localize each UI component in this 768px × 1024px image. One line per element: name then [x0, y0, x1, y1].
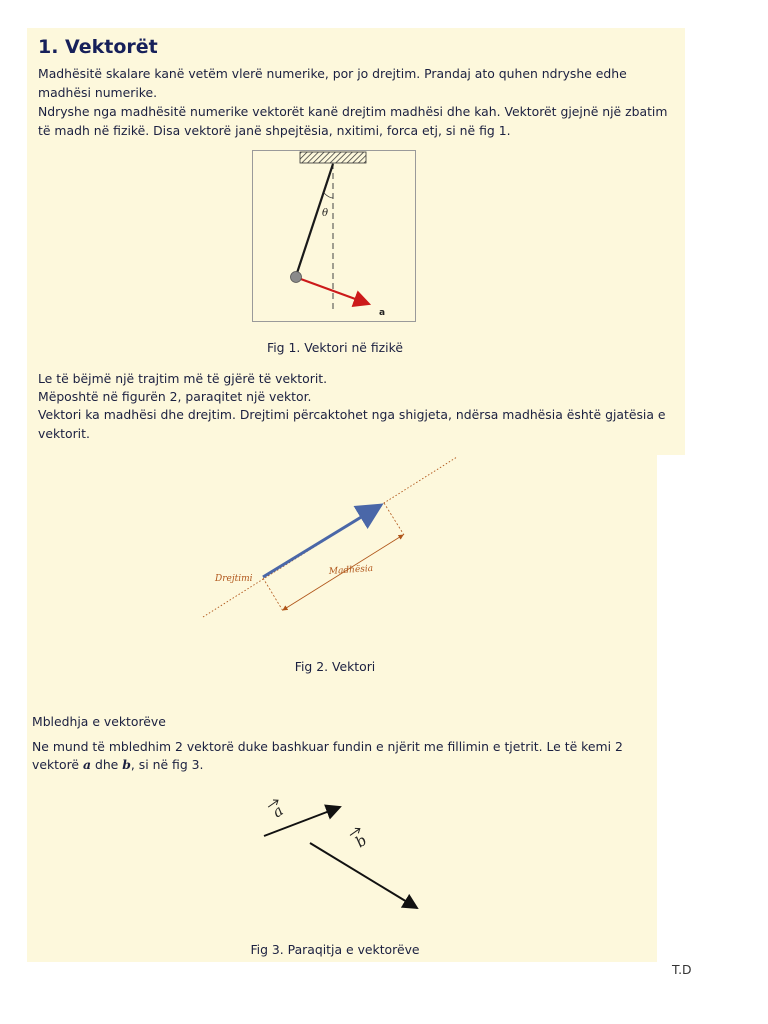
theta-label: θ	[322, 208, 329, 219]
vectors-ab-figure	[250, 790, 430, 915]
paragraph-definition: Vektori ka madhësi dhe drejtim. Drejtimi përcaktohet nga shigjeta, ndërsa madhësia është gjatësia e vektorit.	[38, 407, 666, 441]
pendulum-figure	[252, 150, 416, 322]
paragraph-addition: Ne mund të mbledhim 2 vektorë duke bashkuar fundin e njërit me fillimin e tjetrit. Le të kemi 2	[32, 739, 623, 754]
ceiling-support	[300, 152, 366, 163]
paragraph-intro: Le të bëjmë një trajtim më të gjërë të vektorit.	[38, 371, 328, 386]
vector-b-symbol: b	[122, 757, 131, 772]
figure-caption-3: Fig 3. Paraqitja e vektorëve	[250, 942, 420, 957]
section-heading: Mbledhja e vektorëve	[32, 714, 166, 729]
figure-caption-1: Fig 1. Vektori në fizikë	[267, 340, 403, 355]
figure-frame	[253, 151, 416, 322]
vector-diagram	[195, 455, 465, 625]
figure-caption-2: Fig 2. Vektori	[294, 659, 376, 674]
magnitude-label: Madhësia	[328, 563, 374, 577]
vector-a-symbol: a	[82, 757, 91, 772]
vectors-and: dhe	[94, 757, 119, 772]
vector-b-label: b	[351, 831, 371, 852]
direction-label: Drejtimi	[215, 574, 253, 584]
acceleration-vector	[298, 278, 369, 304]
vector-a-label-group	[266, 798, 288, 822]
paragraph-vectors: Ndryshe nga madhësitë numerike vektorët kanë drejtim madhësi dhe kah. Vektorët gjejnë një zbatim të madh në fizikë. Disa vektorë janë shpejtësia, nxitimi, forca etj, si në fig 1.	[38, 104, 668, 138]
magnitude-extension-end	[384, 503, 404, 535]
author-initials: T.D	[672, 962, 692, 977]
vectors-prefix: vektorë	[32, 757, 80, 772]
vector-b-label-group	[348, 826, 371, 852]
paragraph-vectors-ab	[32, 756, 672, 775]
vector-a-label: a	[268, 801, 287, 822]
page-title: 1. Vektorët	[38, 36, 158, 58]
vector-b-arrow	[310, 843, 417, 908]
paragraph-figure-ref: Mëposhtë në figurën 2, paraqitet një vektor.	[38, 389, 312, 404]
pendulum-string	[296, 164, 333, 276]
angle-arc	[324, 193, 333, 198]
paragraph-scalars: Madhësitë skalare kanë vetëm vlerë numerike, por jo drejtim. Prandaj ato quhen ndryshe edhe madhësi numerike.	[38, 66, 627, 100]
acceleration-label: a	[379, 308, 386, 318]
magnitude-extension-start	[263, 578, 283, 611]
pendulum-bob	[291, 272, 302, 283]
vectors-suffix: , si në fig 3.	[130, 757, 204, 772]
